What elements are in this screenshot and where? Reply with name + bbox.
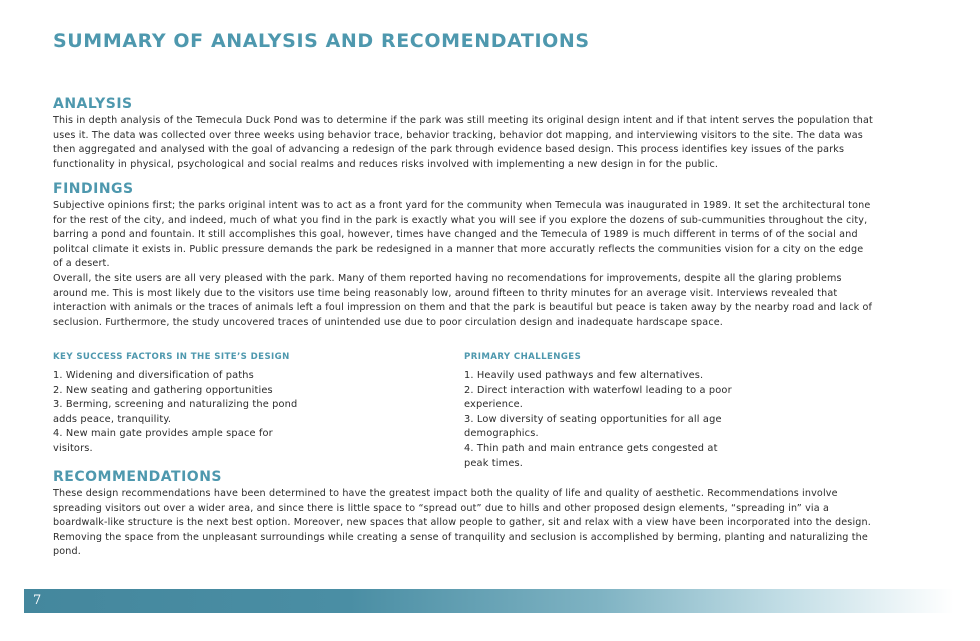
- list-item: 3. Berming, screening and naturalizing the pond adds peace, tranquility.: [53, 399, 298, 425]
- findings-heading: FINDINGS: [53, 181, 134, 197]
- list-item: 4. Thin path and main entrance gets congested at peak times.: [464, 442, 718, 469]
- challenges-heading: PRIMARY CHALLENGES: [464, 352, 582, 362]
- recommendations-text: These design recommendations have been determined to have the greatest impact both the quality of life and quality of aesthetic. Recommendations involve spreading visitors out over a wider area, and since there is little space to “spread out” due to hills and other proposed design elements, “spreading in” via a boardwalk-like structure is the next best option. Moreover, new spaces that allow people to gather, sit and relax with a view have been incorporated into the design. Removing the space from the unpleasant surroundings while creating a sense of tranquility and seclusion is accomplished by berming, planting and naturalizing the pond.: [53, 488, 871, 558]
- recommendations-heading: RECOMMENDATIONS: [53, 469, 222, 485]
- list-item: 4. New main gate provides ample space for visitors.: [53, 428, 273, 454]
- analysis-text: This in depth analysis of the Temecula Duck Pond was to determine if the park was still meeting its original design intent and if that intent serves the population that uses it. The data was collected over three weeks using behavior trace, behavior tracking, behavior dot mapping, and interviewing visitors to the site. The data was then aggregated and analysed with the goal of advancing a redesign of the park through evidence based design. This process identifies key issues of the parks functionality in physical, psychological and social realms and reduces risks involved with implementing a new design in for the public.: [53, 115, 873, 170]
- list-item: 2. New seating and gathering opportunities: [53, 384, 273, 396]
- list-item: 1. Heavily used pathways and few alternatives.: [464, 370, 704, 381]
- success-factors-list: [53, 369, 315, 457]
- footer-bar: [24, 589, 954, 613]
- findings-paragraph-2: Overall, the site users are all very pleased with the park. Many of them reported having no recomendations for improvements, despite all the glaring problems around me. This is most likely due to the visitors use time being reasonably low, around fifteen to thrity minutes for an average visit. Interviews revealed that interaction with animals or the traces of animals left a foul impression on them and that the park is beautiful but peace is taken away by the nearby road and lack of seclusion. Furthermore, the study uncovered traces of unintended use due to poor circulation design and inadequate hardscape space.: [53, 273, 873, 328]
- page-number: 7: [33, 593, 42, 608]
- list-item: 1. Widening and diversification of paths: [53, 370, 254, 381]
- page-title: SUMMARY OF ANALYSIS AND RECOMENDATIONS: [53, 30, 590, 52]
- success-factors-heading: KEY SUCCESS FACTORS IN THE SITE’S DESIGN: [53, 352, 290, 362]
- list-item: 3. Low diversity of seating opportunities for all age demographics.: [464, 413, 722, 440]
- challenges-list: [464, 369, 734, 471]
- analysis-heading: ANALYSIS: [53, 96, 133, 112]
- list-item: 2. Direct interaction with waterfowl leading to a poor experience.: [464, 384, 732, 411]
- findings-paragraph-1: Subjective opinions first; the parks original intent was to act as a front yard for the community when Temecula was inaugurated in 1989. It set the architectural tone for the rest of the city, and indeed, much of what you find in the park is exactly what you will see if you explore the dozens of sub-cummunities throughout the city, barring a pond and fountain. It still accomplishes this goal, however, times have changed and the Temecula of 1989 is much different in terms of of the social and politcal climate it exists in. Public pressure demands the park be redesigned in a manner that more accuratly reflects the communities vision for a city on the edge of a desert.: [53, 200, 871, 270]
